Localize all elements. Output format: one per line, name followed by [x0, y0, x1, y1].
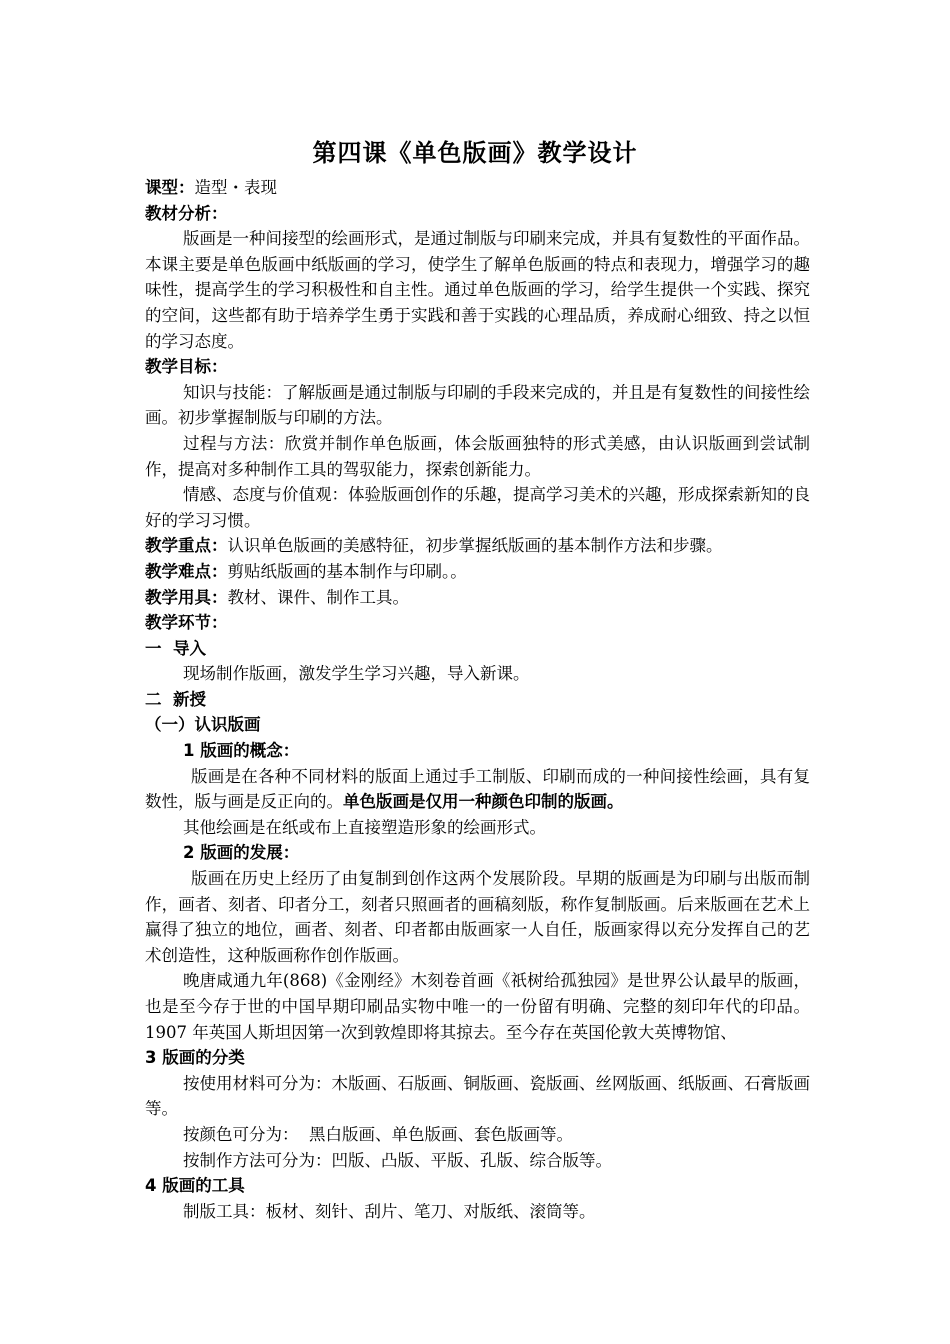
concept-definition: 版画是在各种不同材料的版面上通过手工制版、印刷而成的一种间接性绘画，具有复数性，版与画是反正向的。 [145, 766, 810, 812]
goal-process: 过程与方法：欣赏并制作单色版画，体会版画独特的形式美感，由认识版画到尝试制作，提高对多种制作工具的驾驭能力，探索创新能力。 [145, 433, 810, 479]
teaching-tools-text: 教材、课件、制作工具。 [227, 587, 409, 607]
goal-knowledge: 知识与技能：了解版画是通过制版与印刷的手段来完成的，并且是有复数性的间接性绘画。初步掌握制版与印刷的方法。 [145, 382, 810, 428]
difficulty-label: 教学难点： [145, 561, 228, 581]
development-heading: 2 版画的发展： [183, 843, 300, 863]
teaching-tools-label: 教学用具： [145, 587, 228, 607]
document-body [145, 175, 810, 1224]
section-intro-text: 现场制作版画，激发学生学习兴趣，导入新课。 [183, 664, 530, 684]
difficulty-text: 剪贴纸版画的基本制作与印刷。。 [227, 561, 467, 581]
development-text-2: 晚唐咸通九年(868)《金刚经》木刻卷首画《祇树给孤独园》是世界公认最早的版画，也是至今存于世的中国早期印刷品实物中唯一的一份留有明确、完整的刻印年代的印品。1907 年英国人斯坦因第一次到敦煌即将其掠去。至今存在英国伦敦大英博物馆、 [145, 971, 810, 1042]
development-text-1: 版画在历史上经历了由复制到创作这两个发展阶段。早期的版画是为印刷与出版而制作，画者、刻者、印者分工，刻者只照画者的画稿刻版，称作复制版画。后来版画在艺术上赢得了独立的地位，画者、刻者、印者都由版画家一人自任，版画家得以充分发挥自己的艺术创造性，这种版画称作创作版画。 [145, 869, 810, 965]
lesson-type-text: 造型・表现 [194, 178, 277, 197]
tools-section-heading: 4 版画的工具 [145, 1176, 245, 1196]
part-know-print-heading: （一）认识版画 [145, 715, 261, 735]
steps-label: 教学环节： [145, 613, 228, 633]
key-point [145, 533, 810, 559]
teaching-tools [145, 585, 810, 611]
lesson-type [145, 175, 810, 201]
page-title: 第四课《单色版画》教学设计 [312, 139, 638, 167]
goals-label: 教学目标： [145, 357, 228, 377]
classification-heading: 3 版画的分类 [145, 1048, 245, 1068]
concept-bold-definition: 单色版画是仅用一种颜色印制的版画。 [343, 792, 624, 812]
key-point-label: 教学重点： [145, 536, 228, 556]
tools-section-text: 制版工具：板材、刻针、刮片、笔刀、对版纸、滚筒等。 [183, 1201, 596, 1221]
analysis-label: 教材分析： [145, 203, 228, 223]
concept-extra: 其他绘画是在纸或布上直接塑造形象的绘画形式。 [183, 817, 546, 837]
key-point-text: 认识单色版画的美感特征，初步掌握纸版画的基本制作方法和步骤。 [227, 536, 723, 556]
classification-by-material: 按使用材料可分为：木版画、石版画、铜版画、瓷版画、丝网版画、纸版画、石膏版画等。 [145, 1073, 810, 1119]
goal-emotion: 情感、态度与价值观：体验版画创作的乐趣，提高学习美术的兴趣，形成探索新知的良好的学习习惯。 [145, 485, 810, 530]
classification-by-method: 按制作方法可分为：凹版、凸版、平版、孔版、综合版等。 [183, 1150, 612, 1170]
lesson-type-label: 课型： [145, 178, 195, 197]
difficulty [145, 559, 810, 585]
section-intro-heading: 一 导入 [145, 638, 206, 658]
analysis-text: 版画是一种间接型的绘画形式，是通过制版与印刷来完成，并具有复数性的平面作品。本课主要是单色版画中纸版画的学习，使学生了解单色版画的特点和表现力，增强学习的趣味性，提高学生的学习积极性和自主性。通过单色版画的学习，给学生提供一个实践、探究的空间，这些都有助于培养学生勇于实践和善于实践的心理品质，养成耐心细致、持之以恒的学习态度。 [145, 229, 810, 351]
concept-heading: 1 版画的概念： [183, 741, 300, 761]
concept-text [145, 764, 810, 815]
section-new-heading: 二 新授 [145, 689, 206, 709]
classification-by-color: 按颜色可分为： 黑白版画、单色版画、套色版画等。 [183, 1124, 573, 1144]
